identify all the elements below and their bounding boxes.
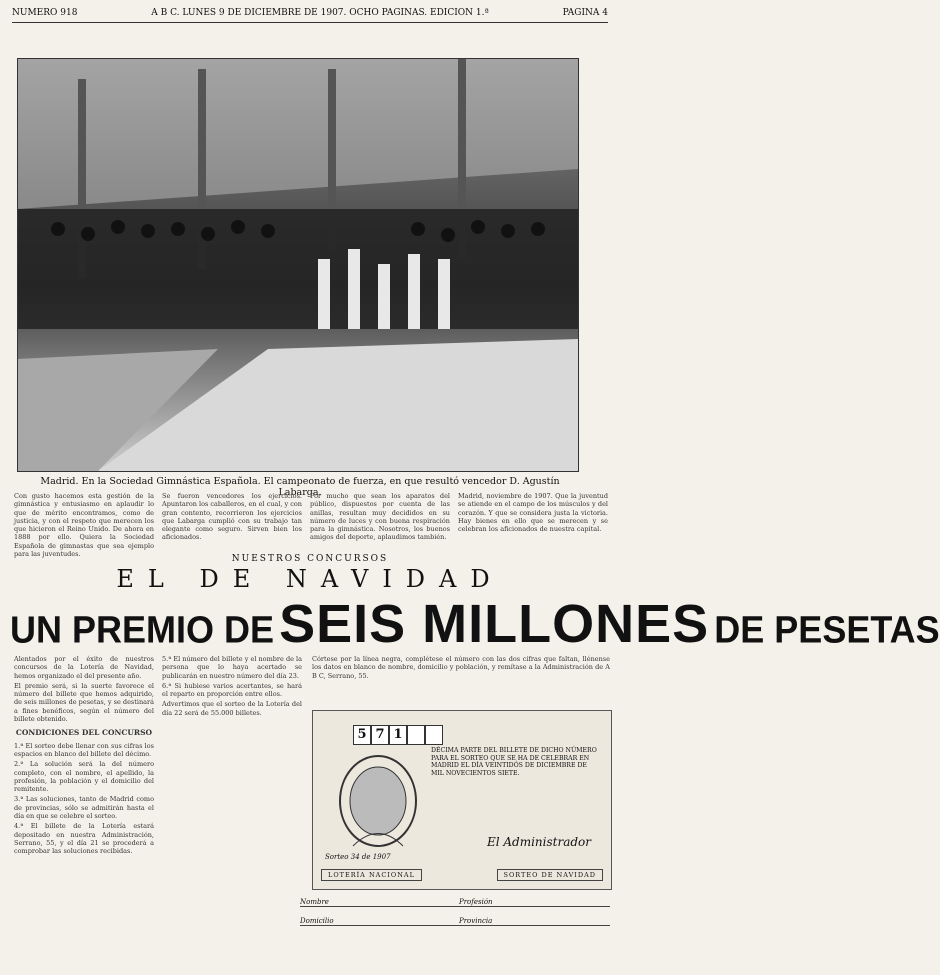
section-title: NUESTROS CONCURSOS bbox=[231, 554, 389, 564]
ticket-text: DÉCIMA PARTE DEL BILLETE DE DICHO NÚMERO PARA EL SORTEO QUE SE HA DE CELEBRAR EN MADRID EL DÍA VEINTIDÓS DE DICIEMBRE DE MIL NOVECIENTOS SIETE. bbox=[431, 747, 597, 777]
condition-1: 1.ª El sorteo debe llenar con sus cifras los espacios en blanco del billete del décimo. bbox=[14, 741, 154, 758]
contest-note: Advertimos que el sorteo de la Lotería del día 22 será de 55.000 billetes. bbox=[162, 700, 302, 717]
conditions-title: CONDICIONES DEL CONCURSO bbox=[15, 728, 153, 738]
header-dateline: A B C. LUNES 9 DE DICIEMBRE DE 1907. OCHO PAGINAS. EDICION 1.ª bbox=[151, 8, 489, 18]
ticket-digit: 1 bbox=[389, 725, 407, 745]
ticket-signature: El Administrador bbox=[486, 835, 591, 849]
photo-illustration bbox=[18, 59, 578, 471]
issue-number: NUMERO 918 bbox=[12, 8, 78, 18]
contest-column-2 bbox=[162, 655, 302, 893]
condition-6: 6.ª Si hubiese varios acertantes, se hará el reparto en proporción entre ellos. bbox=[162, 681, 302, 699]
article-column-3: Por mucho que sean los aparatos del público, dispuestos por cuenta de las anillas, resultan muy decididos en su número de luces y con buena respiración para la gimnástica. Nosotros, los buenos amigos del deporte, aplaudimos también. bbox=[310, 492, 450, 542]
ticket-footer-right: SORTEO DE NAVIDAD bbox=[497, 869, 604, 881]
form-row-2 bbox=[300, 911, 610, 926]
page-number: PAGINA 4 bbox=[562, 8, 608, 18]
entry-form bbox=[300, 892, 610, 930]
headline-part-1: UN PREMIO DE bbox=[10, 607, 275, 651]
contest-prize: El premio será, si la suerte favorece el número del billete que hemos adquirido, de seis millones de pesetas, y se destinará a fines benéficos, según el número del billete obtenido. bbox=[14, 681, 154, 724]
ticket-emblem-icon bbox=[333, 751, 423, 851]
ticket-footer bbox=[321, 869, 603, 881]
condition-2: 2.ª La solución será la del número completo, con el nombre, el apellido, la profesión, la población y el domicilio del remitente. bbox=[14, 760, 154, 794]
contest-subtitle: EL DE NAVIDAD bbox=[116, 565, 504, 593]
address-field[interactable]: Domicilio bbox=[300, 917, 334, 925]
name-field[interactable]: Nombre bbox=[300, 898, 329, 906]
header-rule bbox=[12, 22, 608, 23]
condition-4: 4.ª El billete de la Lotería estará depositado en nuestra Administración, Serrano, 55, y el día 21 se procederá a comprobar las soluciones recibidas. bbox=[14, 822, 154, 856]
page-header bbox=[12, 8, 608, 18]
ticket-digit: 7 bbox=[371, 725, 389, 745]
province-field[interactable]: Provincia bbox=[459, 917, 493, 925]
article-column-4: Madrid, noviembre de 1907. Que la juventud se atiende en el campo de los músculos y del corazón. Y que se considera justa la victoria. Hay bienes en ello que se merecen y se celebran los aficionados de nuestra capital. bbox=[458, 492, 608, 534]
contest-headline bbox=[10, 593, 940, 655]
contest-column-1 bbox=[14, 655, 154, 893]
form-row-1 bbox=[300, 892, 610, 907]
profession-field[interactable]: Profesión bbox=[459, 898, 493, 906]
article-column-2: Se fueron vencedores los ejercicios. Apuntaron los caballeros, en el cual, y con gran contento, recorrieron los ejercicios que Labarga cumplió con su trabajo tan elegante como seguro. Sirven bien los aficionados. bbox=[162, 492, 302, 542]
lottery-ticket bbox=[312, 710, 612, 890]
ticket-digit-blank[interactable] bbox=[407, 725, 425, 745]
ticket-digit-blank[interactable] bbox=[425, 725, 443, 745]
headline-part-3: DE PESETAS bbox=[714, 607, 940, 651]
headline-part-2: SEIS MILLONES bbox=[279, 594, 710, 654]
contest-intro: Alentados por el éxito de nuestros concursos de la Lotería de Navidad, hemos organizado el del presente año. bbox=[14, 655, 154, 680]
condition-3: 3.ª Las soluciones, tanto de Madrid como de provincias, sólo se admitirán hasta el día en que se celebre el sorteo. bbox=[14, 795, 154, 821]
ticket-series: Sorteo 34 de 1907 bbox=[325, 853, 391, 861]
gym-photo bbox=[17, 58, 579, 472]
ticket-number[interactable] bbox=[353, 725, 443, 745]
ticket-digit: 5 bbox=[353, 725, 371, 745]
article-column-1: Con gusto hacemos esta gestión de la gimnástica y entusiasmo en aplaudir lo que de mérito encontramos, como de justicia, y con el respeto que merecen los que hicieron el Reino Unido. De ahora en 1888 por ello. Quiera la Sociedad Española de gimnastas que sea ejemplo para las juventudes. bbox=[14, 492, 154, 559]
ticket-footer-left: LOTERÍA NACIONAL bbox=[321, 869, 422, 881]
contest-instructions: Córtese por la línea negra, complétese el número con las dos cifras que faltan, llénense los datos en blanco de nombre, domicilio y población, y remítase a la Administración de A B C, Serrano, 55. bbox=[312, 655, 610, 680]
condition-5: 5.ª El número del billete y el nombre de la persona que lo haya acertado se publicarán en nuestro número del día 23. bbox=[162, 655, 302, 680]
photo-caption: Madrid. En la Sociedad Gimnástica Española. El campeonato de fuerza, en que resultó vencedor D. Agustín Labarga. bbox=[40, 476, 560, 498]
